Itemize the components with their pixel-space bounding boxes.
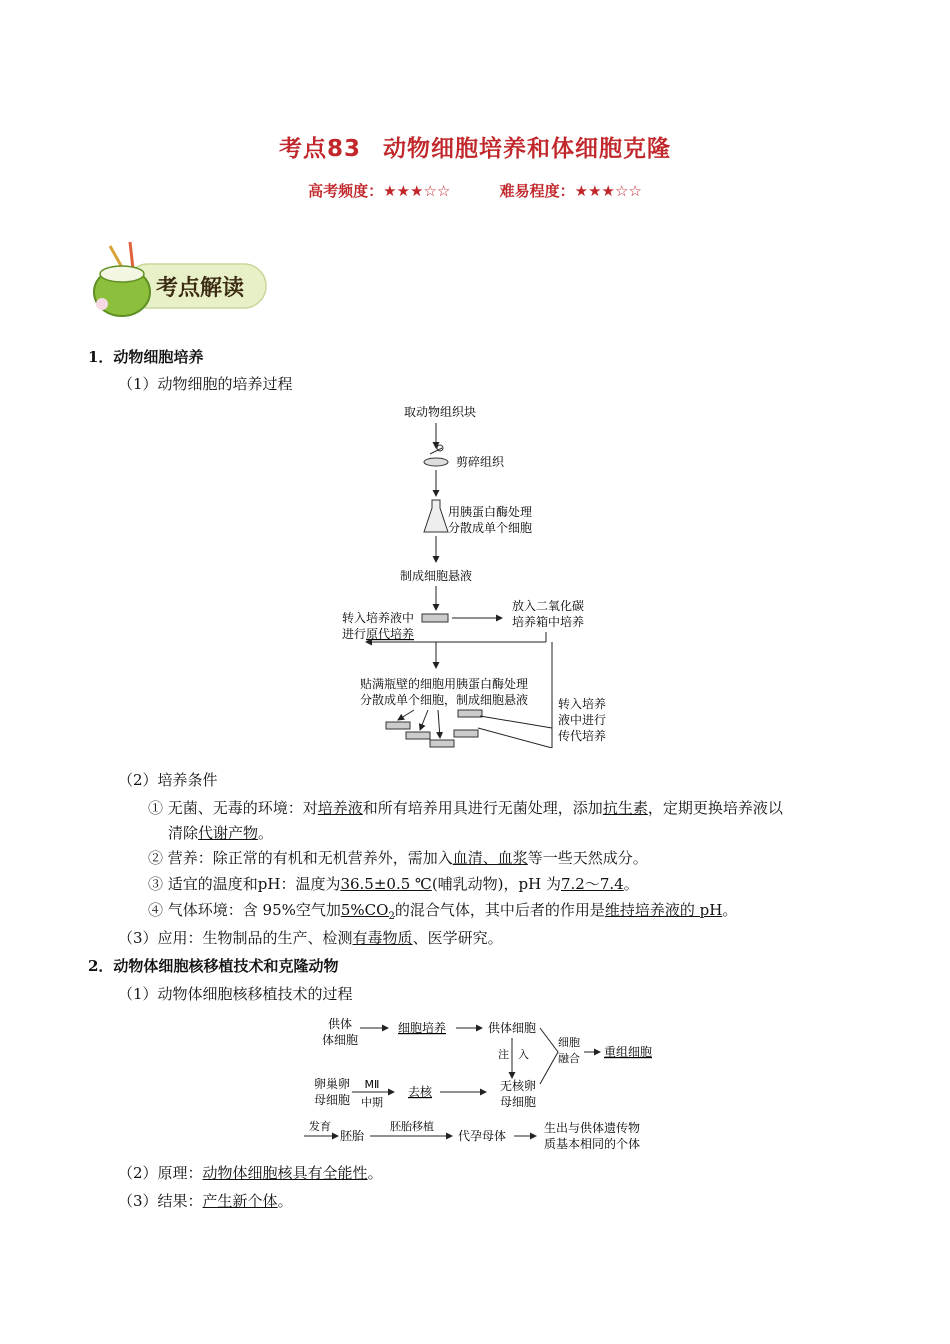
- step-subculture-a: 贴满瓶壁的细胞用胰蛋白酶处理: [360, 677, 529, 691]
- cell-culture: 细胞培养: [398, 1021, 447, 1035]
- badge-label: 考点解读: [155, 276, 245, 301]
- step-trypsin-a: 用胰蛋白酶处理: [448, 505, 533, 519]
- reconstructed-cell: 重组细胞: [604, 1045, 653, 1059]
- frequency-label: 高考频度：: [308, 182, 384, 200]
- flask-array-icon: [386, 710, 482, 747]
- difficulty-label: 难易程度：: [499, 182, 575, 200]
- enucleated-oocyte-a: 无核卵: [500, 1079, 537, 1093]
- step-co2-b: 培养箱中培养: [512, 615, 585, 629]
- frequency-rating: [308, 180, 450, 201]
- difficulty-rating: [500, 180, 642, 201]
- frequency-stars: ★★★☆☆: [383, 182, 451, 200]
- embryo-transfer: 胚胎移植: [390, 1120, 434, 1133]
- step-primary-a: 转入培养液中: [342, 611, 415, 625]
- enucleated-oocyte-b: 母细胞: [500, 1095, 537, 1109]
- flower-icon: [96, 298, 108, 310]
- section-badge: [88, 240, 270, 320]
- s1-sub1: （1）动物细胞的培养过程: [118, 375, 293, 393]
- coconut-top: [100, 266, 144, 282]
- step-take-tissue: 取动物组织块: [403, 405, 477, 419]
- condition-4: ④ 气体环境：含 95%空气加$5\%CO_2$的混合气体，其中后者的作用是维持培养液的 pH。: [148, 901, 738, 922]
- step-co2-a: 放入二氧化碳: [512, 599, 585, 613]
- meiosis-ii: MⅡ: [364, 1078, 380, 1091]
- enucleate: 去核: [408, 1085, 433, 1099]
- culture-flask-icon: [422, 614, 448, 622]
- step-trypsin-b: 分散成单个细胞: [448, 521, 533, 535]
- oocyte-b: 母细胞: [313, 1093, 351, 1107]
- donor-cell: 供体细胞: [488, 1021, 537, 1035]
- inject-a: 注: [498, 1048, 509, 1061]
- title-main: 动物细胞培养和体细胞克隆: [383, 136, 671, 162]
- s2-sub3: （3）结果：产生新个体。: [118, 1192, 293, 1210]
- step-primary-b: 进行原代培养: [342, 627, 415, 641]
- condition-2: ② 营养：除正常的有机和无机营养外，需加入血清、血浆等一些天然成分。: [148, 849, 648, 867]
- page-title: [0, 130, 950, 163]
- develop: 发育: [309, 1120, 331, 1133]
- cell-culture-diagram: [330, 398, 630, 748]
- section2-heading: 2．动物体细胞核移植技术和克隆动物: [88, 957, 339, 975]
- step-subculture-b: 分散成单个细胞，制成细胞悬液: [360, 693, 529, 707]
- s2-sub2: （2）原理：动物体细胞核具有全能性。: [118, 1164, 383, 1182]
- inject-b: 入: [518, 1048, 529, 1061]
- condition-1-cont: 清除代谢产物。: [168, 824, 274, 842]
- result-b: 质基本相同的个体: [544, 1137, 641, 1151]
- donor-b: 体细胞: [321, 1033, 359, 1047]
- oocyte-a: 卵巢卵: [313, 1077, 351, 1091]
- section1-heading: 1．动物细胞培养: [88, 348, 204, 366]
- step-passage-c: 传代培养: [558, 729, 607, 743]
- result-a: 生出与供体遗传物: [544, 1121, 641, 1135]
- metaphase: 中期: [361, 1096, 383, 1109]
- fusion-a: 细胞: [558, 1036, 580, 1049]
- rating-row: [0, 180, 950, 201]
- difficulty-stars: ★★★☆☆: [574, 182, 642, 200]
- step-mince: 剪碎组织: [456, 455, 505, 469]
- step-passage-b: 液中进行: [558, 713, 607, 727]
- s1-sub2: （2）培养条件: [118, 771, 218, 789]
- fusion-b: 融合: [558, 1052, 580, 1065]
- step-suspension: 制成细胞悬液: [399, 569, 473, 583]
- donor-a: 供体: [327, 1017, 353, 1031]
- flask-icon: [424, 500, 448, 532]
- step-passage-a: 转入培养: [558, 697, 607, 711]
- title-prefix: 考点83: [278, 136, 361, 162]
- surrogate: 代孕母体: [458, 1129, 507, 1143]
- s1-sub3: （3）应用：生物制品的生产、检测有毒物质、医学研究。: [118, 929, 503, 947]
- embryo: 胚胎: [340, 1129, 365, 1143]
- s2-sub1: （1）动物体细胞核移植技术的过程: [118, 985, 353, 1003]
- scissors-dish-icon: [424, 445, 448, 466]
- condition-1: ① 无菌、无毒的环境：对培养液和所有培养用具进行无菌处理，添加抗生素，定期更换培养液以: [148, 799, 783, 817]
- nuclear-transfer-diagram: [300, 1012, 670, 1158]
- condition-3: ③ 适宜的温度和pH：温度为36.5±0.5 ℃(哺乳动物)，pH 为7.2～7.4。: [148, 875, 639, 893]
